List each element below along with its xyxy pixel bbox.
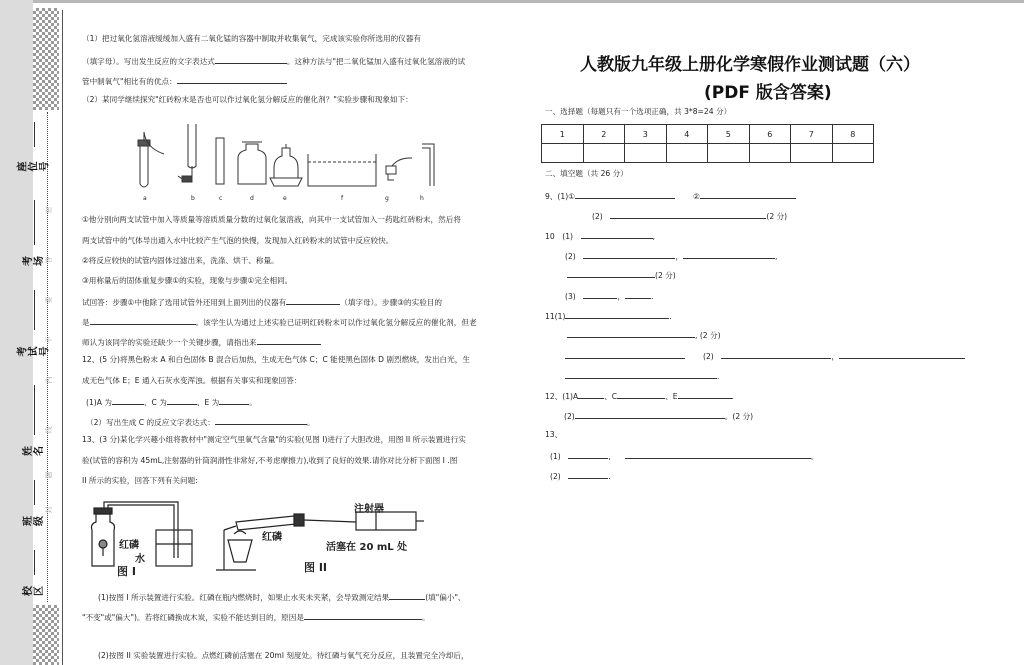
step1-line1: ①他分别向两支试管中加入等质量等溶质质量分数的过氧化氢溶液，向其中一支试管加入一药匙红砖粉末，然后将	[82, 215, 461, 224]
seat-number-line	[34, 122, 35, 147]
choice-number: 7	[791, 125, 833, 144]
apparatus-label-d: d	[250, 195, 254, 202]
checker-pattern-bottom	[33, 605, 59, 665]
seal-char: 线	[45, 426, 53, 434]
choice-number-row	[542, 125, 874, 144]
answer-q10-part3: (3) ， .	[565, 292, 654, 301]
apparatus-figure	[130, 118, 440, 204]
answer-q9-part2: (2) (2 分)	[592, 212, 788, 221]
answer-q13-part1: (1) , 。	[550, 452, 819, 461]
seal-char: 密	[45, 206, 53, 214]
answer-line3: 师认为该同学的实验还缺少一个关键步骤，请指出来	[82, 336, 321, 348]
choice-answer-cell[interactable]	[708, 144, 750, 163]
seal-char: 封	[45, 506, 53, 514]
section-2-heading: 二、填空题（共 26 分）	[545, 169, 628, 178]
choice-number: 6	[749, 125, 791, 144]
choice-number: 4	[666, 125, 708, 144]
checker-pattern-top	[33, 8, 59, 110]
figure-1-label-water: 水	[135, 554, 145, 565]
choice-answer-row	[542, 144, 874, 163]
name-line	[34, 385, 35, 435]
exam-room-line	[34, 200, 35, 245]
campus-label: 校区	[23, 586, 45, 596]
figure-2-caption: 图 II	[304, 561, 328, 574]
name-label: 姓名	[23, 446, 45, 456]
answer-q10-part2b: (2 分)	[567, 269, 676, 281]
step3: ③用称量后的固体重复步骤①的实验，现象与步骤①完全相同。	[82, 276, 293, 285]
seal-char: 不	[45, 336, 53, 344]
campus-line	[34, 550, 35, 575]
seal-char: 要	[45, 296, 53, 304]
q12-line1: 12、(5 分)将黑色粉末 A 和白色固体 B 混合后加热，生成无色气体 C；C 能使黑色固体 D 剧烈燃烧，发出白光，生	[82, 355, 470, 364]
figure-2-label-piston: 活塞在 20 mL 处	[326, 542, 408, 553]
answer-q10-part2: (2) ， ,	[565, 252, 778, 261]
apparatus-label-g: g	[385, 195, 389, 202]
choice-number: 5	[708, 125, 750, 144]
answer-q9-part1: 9、(1)① ②	[545, 190, 796, 202]
q13-line1: 13、(3 分)某化学兴趣小组将教材中"测定空气里氧气含量"的实验(见图 I)进行了大胆改进，用图 II 所示装置进行实	[82, 435, 466, 444]
choice-number: 3	[625, 125, 667, 144]
choice-answer-cell[interactable]	[542, 144, 584, 163]
seal-char: 内	[45, 376, 53, 384]
apparatus-label-f: f	[341, 195, 344, 202]
choice-answer-cell[interactable]	[583, 144, 625, 163]
q13-part2-line1: (2)按图 II 实验装置进行实验。点燃红磷前活塞在 20ml 刻度处。待红磷与氧气充分反应，且装置完全冷却后，	[98, 651, 469, 660]
q11-part1-line3: 管中制氧气"相比有的优点：	[82, 75, 287, 87]
figure-2-label-phosphorus: 红磷	[262, 532, 282, 543]
figure-2-label-syringe: 注射器	[354, 504, 384, 515]
answer-q10-part1: 10 (1) ,	[545, 232, 656, 241]
section-1-heading: 一、选择题（每题只有一个选项正确，共 3*8=24 分）	[545, 107, 732, 116]
q12-part2: （2）写出生成 C 的反应文字表达式： 。	[86, 418, 315, 427]
seal-char: 题	[45, 471, 53, 479]
answer-q11-part1: 11(1) .	[545, 312, 672, 321]
choice-answer-cell[interactable]	[749, 144, 791, 163]
seal-char: 答	[45, 256, 53, 264]
q11-part1-line1: （1）把过氧化氢溶液缓缓加入盛有二氧化锰的容器中制取并收集氧气，完成该实验你所选用的仪器有	[82, 34, 421, 43]
choice-answer-cell[interactable]	[791, 144, 833, 163]
answer-q12-part2: (2) 。(2 分)	[564, 412, 754, 421]
q13-part1-line1: (1)按图 I 所示装置进行实验。红磷在瓶内燃烧时，如果止水夹未夹紧，会导致测定结果 (填"偏小"、	[98, 593, 466, 602]
choice-number: 2	[583, 125, 625, 144]
q12-part1: (1)A 为 、C 为 、E 为 。	[86, 398, 257, 407]
column-separator	[62, 10, 63, 665]
figure-1-label-phosphorus: 红磷	[119, 540, 139, 551]
page-subtitle: (PDF 版含答案)	[704, 83, 832, 103]
answer-q13-part2: (2) .	[550, 472, 611, 481]
choice-answer-cell[interactable]	[625, 144, 667, 163]
answer-q11-part1b: , (2 分)	[567, 329, 721, 341]
q13-line3: II 所示的实验，回答下列有关问题:	[82, 476, 198, 485]
seat-number-label: 座位号	[17, 161, 51, 172]
binding-margin	[0, 0, 33, 665]
answer-line1: 试回答：步骤①中他除了选用试管外还用到上面列出的仪器有 （填字母）。步骤③的实验目的	[82, 298, 442, 307]
q13-part1-line2: "不变"或"偏大")。若将红磷换成木炭，实验不能达到目的，原因是 。	[82, 613, 430, 622]
figure-1-caption: 图 I	[117, 565, 136, 578]
choice-answer-cell[interactable]	[666, 144, 708, 163]
apparatus-label-b: b	[191, 195, 195, 202]
choice-answer-table	[541, 124, 874, 163]
answer-q11-part2: (2) ，	[565, 350, 965, 362]
answer-q11-part2b: .	[565, 370, 719, 382]
exam-room-label: 考场	[23, 256, 45, 266]
answer-q12-part1: 12、(1)A 、C 、E .	[545, 392, 734, 401]
class-line	[34, 480, 35, 505]
q12-line2: 成无色气体 E；E 通入石灰水变浑浊。根据有关事实和现象回答：	[82, 376, 302, 385]
top-border	[0, 0, 1024, 3]
q13-line2: 验(试管的容积为 45mL,注射器的针筒润滑性非常好,不考虑摩擦力),收到了良好的效果.请你对比分析下面图 I .图	[82, 456, 458, 465]
choice-answer-cell[interactable]	[832, 144, 874, 163]
q11-part1-line2: （填字母）。写出发生反应的文字表达式 。这种方法与"把二氧化锰加入盛有过氧化氢溶液的试	[82, 57, 466, 66]
step2: ②将反应较快的试管内固体过滤出来，洗涤、烘干、称量。	[82, 256, 279, 265]
apparatus-label-h: h	[420, 195, 424, 202]
answer-line2: 是 。该学生认为通过上述实验已证明红砖粉末可以作过氧化氢分解反应的催化剂，但老	[82, 318, 477, 327]
apparatus-label-a: a	[143, 195, 147, 202]
exam-number-line	[34, 290, 35, 330]
class-label: 班级	[23, 516, 45, 526]
q11-part2-intro: （2）某同学继续探究"红砖粉末是否也可以作过氧化氢分解反应的催化剂？"实验步骤和现象如下：	[82, 95, 413, 104]
apparatus-label-c: c	[219, 195, 223, 202]
exam-number-label: 考试号	[17, 346, 51, 357]
apparatus-label-e: e	[283, 195, 287, 202]
step1-line2: 两支试管中的气体导出通入水中比较产生气泡的快慢，发现加入红砖粉末的试管中反应较快。	[82, 236, 394, 245]
choice-number: 8	[832, 125, 874, 144]
page-title: 人教版九年级上册化学寒假作业测试题（六）	[580, 55, 920, 75]
choice-number: 1	[542, 125, 584, 144]
answer-q13-heading: 13、	[545, 430, 563, 439]
